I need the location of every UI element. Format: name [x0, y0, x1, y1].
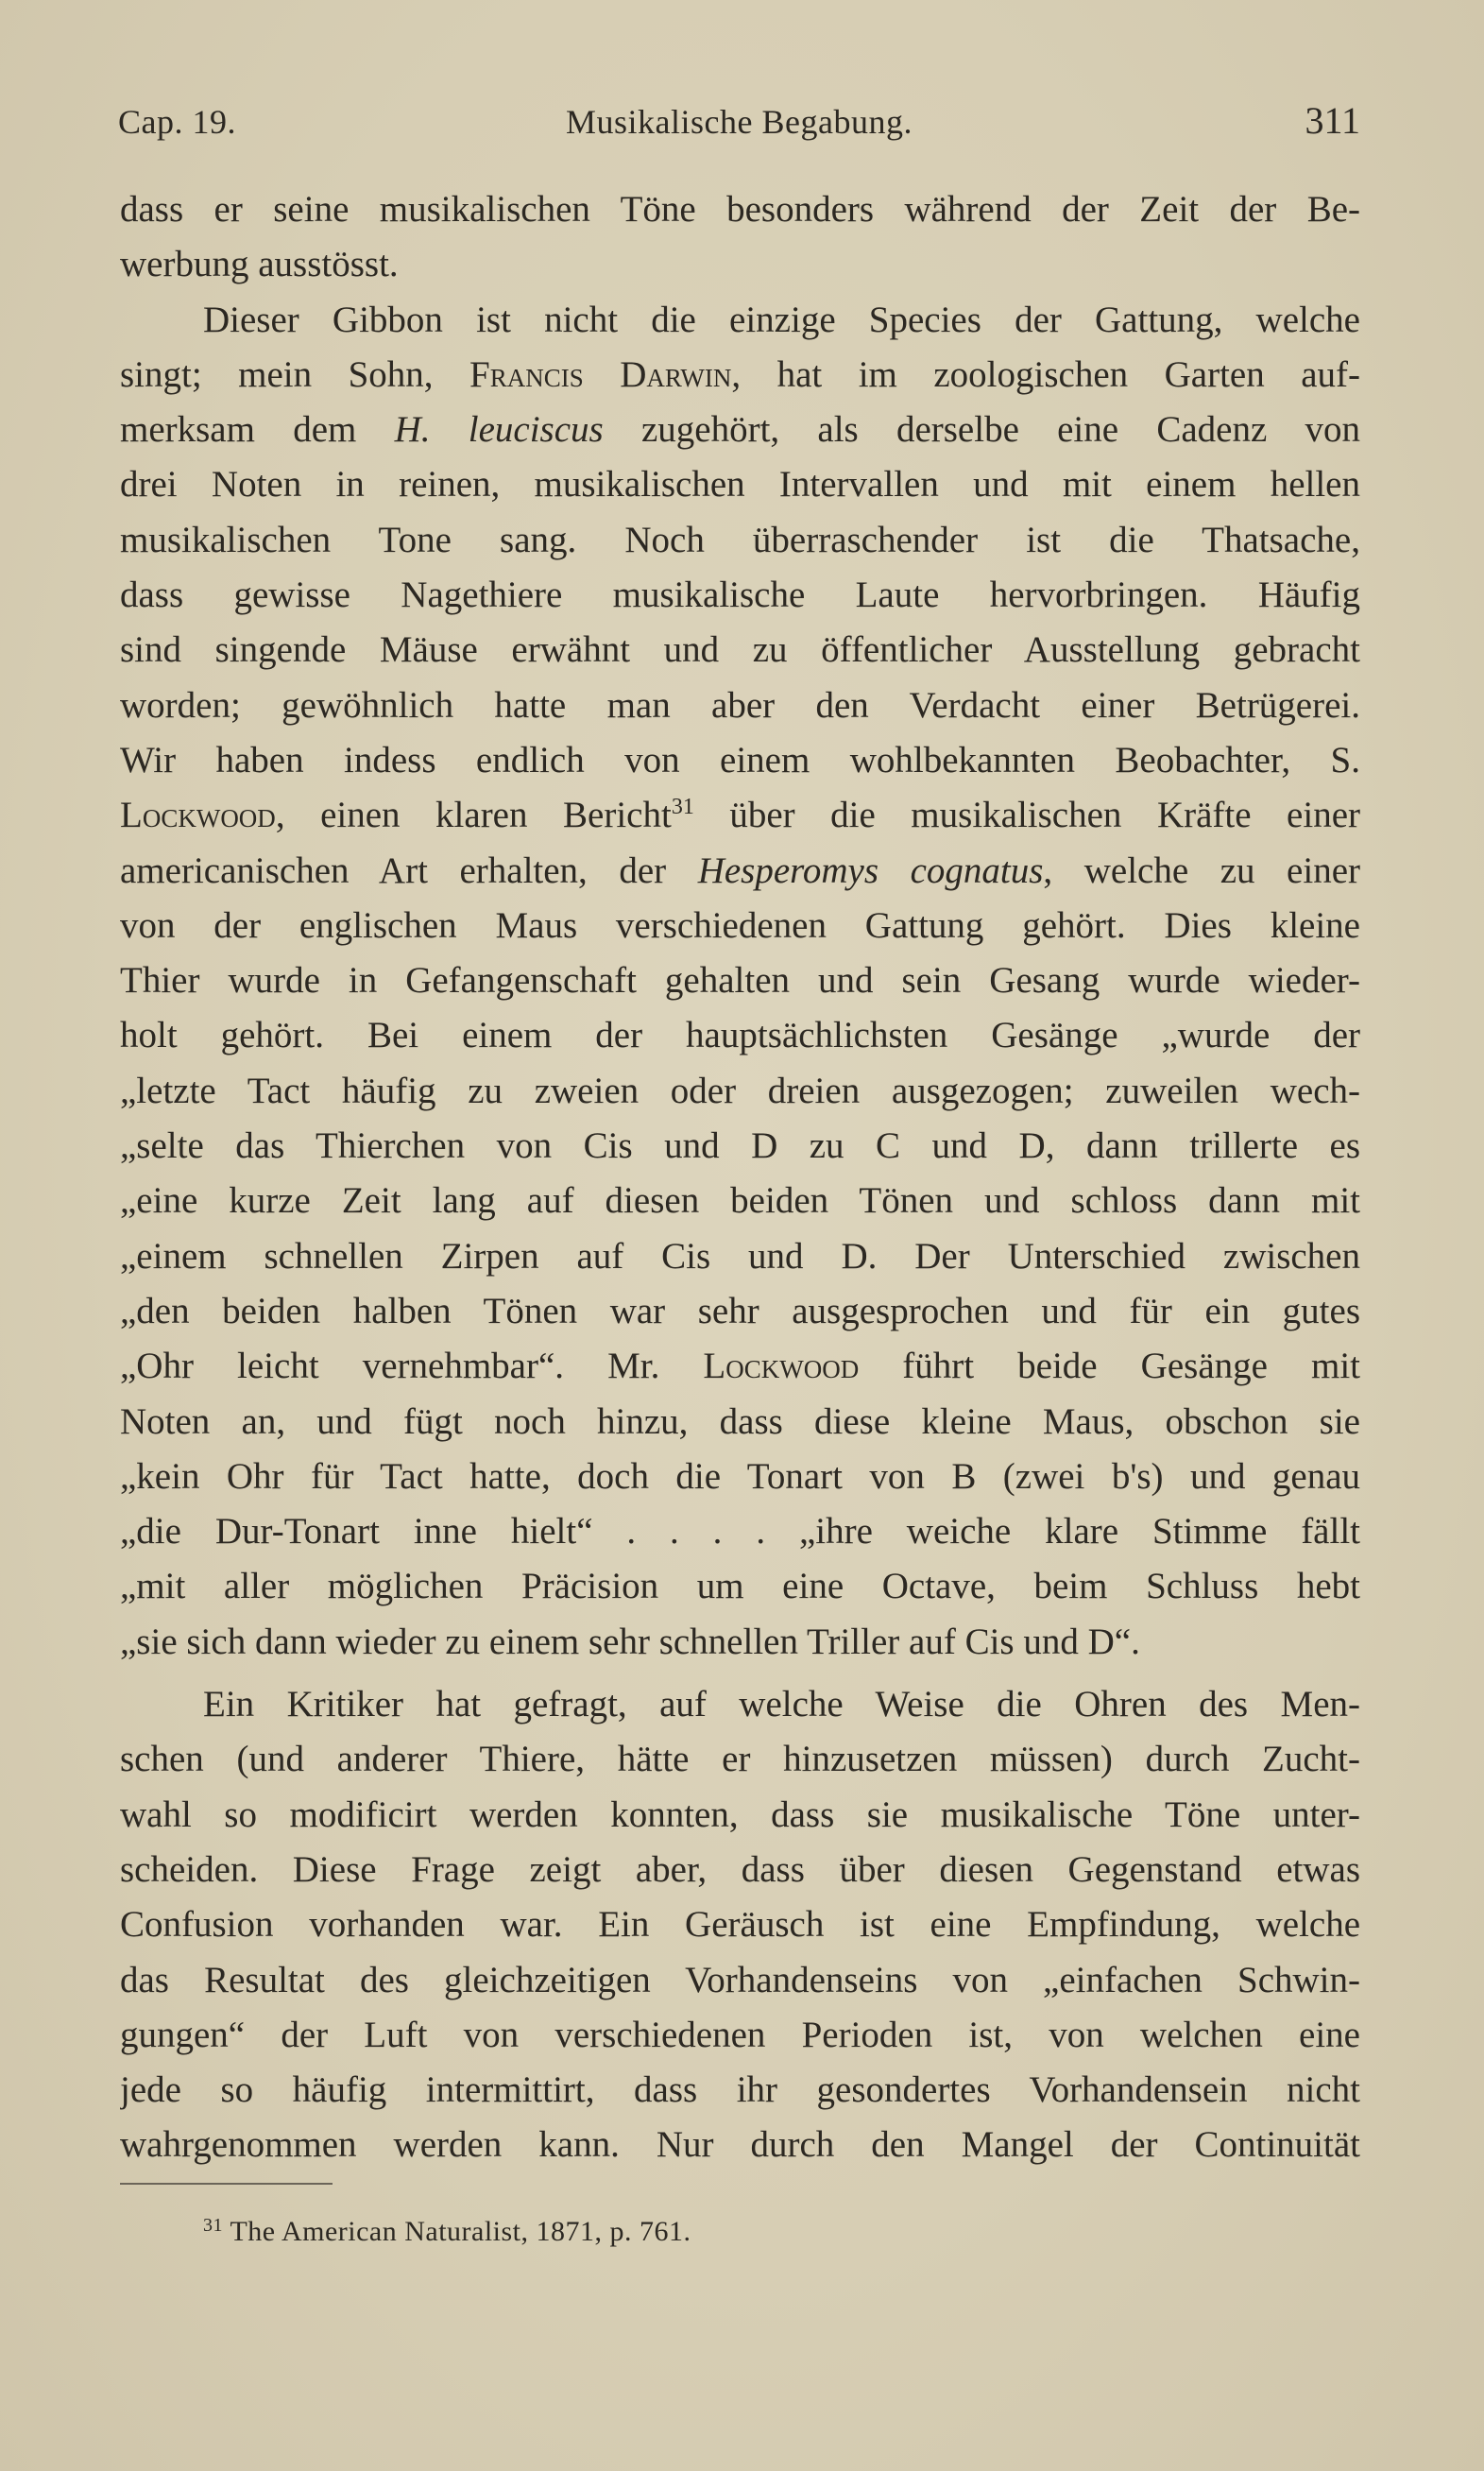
text-line: Thier wurde in Gefangenschaft gehalten und sein Gesang wurde wieder- [120, 960, 1360, 1002]
text-line: gungen“ der Luft von verschiedenen Perioden ist, von welchen eine [120, 2014, 1360, 2055]
text-line: Confusion vorhanden war. Ein Geräusch ist eine Empfindung, welche [120, 1904, 1360, 1946]
text-line [120, 844, 1360, 899]
footnote [203, 2216, 691, 2248]
person-name: Lockwood [120, 795, 276, 836]
text-line: musikalischen Tone sang. Noch überraschender ist die Thatsache, [120, 519, 1360, 560]
text-line [120, 1339, 1360, 1394]
text-line: Wir haben indess endlich von einem wohlbekannten Beobachter, S. [120, 739, 1360, 781]
text-run: merksam dem [120, 409, 395, 451]
text-run: führt beide Gesänge mit [859, 1346, 1360, 1387]
footnote-rule [120, 2183, 333, 2185]
text-line: scheiden. Diese Frage zeigt aber, dass über diesen Gegenstand etwas [120, 1848, 1360, 1890]
text-run: zugehört, als derselbe eine Cadenz von [603, 409, 1360, 451]
text-line: dass er seine musikalischen Töne besonders während der Zeit der Be- [120, 189, 1360, 230]
chapter-label: Cap. 19. [118, 103, 236, 141]
footnote-number: 31 [203, 2215, 223, 2236]
text-line: „eine kurze Zeit lang auf diesen beiden Tönen und schloss dann mit [120, 1180, 1360, 1222]
text-line [120, 348, 1360, 403]
text-line: dass gewisse Nagethiere musikalische Laute hervorbringen. Häufig [120, 575, 1360, 616]
person-name: Lockwood [703, 1346, 860, 1387]
text-line [120, 403, 1360, 457]
text-run: über die musikalischen Kräfte einer [693, 795, 1360, 836]
footnote-reference[interactable]: 31 [671, 795, 694, 820]
text-line: schen (und anderer Thiere, hätte er hinzusetzen müssen) durch Zucht- [120, 1739, 1360, 1780]
text-line: „selte das Thierchen von Cis und D zu C und D, dann trillerte es [120, 1125, 1360, 1167]
paragraph-gap [120, 1670, 1360, 1677]
text-line: „letzte Tact häufig zu zweien oder dreien ausgezogen; zuweilen wech- [120, 1070, 1360, 1111]
text-run: , welche zu einer [1043, 849, 1360, 891]
page-number: 311 [1305, 99, 1360, 142]
text-line: „mit aller möglichen Präcision um eine Octave, beim Schluss hebt [120, 1566, 1360, 1607]
text-line: von der englischen Maus verschiedenen Gattung gehört. Dies kleine [120, 904, 1360, 946]
text-line: wahrgenommen werden kann. Nur durch den Mangel der Continuität [120, 2124, 1360, 2166]
text-line: Ein Kritiker hat gefragt, auf welche Weise die Ohren des Men- [203, 1684, 1360, 1725]
species-name: H. leuciscus [394, 409, 604, 451]
text-line: werbung ausstösst. [120, 244, 399, 285]
text-line: worden; gewöhnlich hatte man aber den Verdacht einer Betrügerei. [120, 684, 1360, 726]
text-line: drei Noten in reinen, musikalischen Intervallen und mit einem hellen [120, 464, 1360, 506]
text-run: americanischen Art erhalten, der [120, 849, 698, 891]
text-line: „den beiden halben Tönen war sehr ausgesprochen und für ein gutes [120, 1290, 1360, 1331]
text-line: Noten an, und fügt noch hinzu, dass diese kleine Maus, obschon sie [120, 1400, 1360, 1442]
text-line: jede so häufig intermittirt, dass ihr gesondertes Vorhandensein nicht [120, 2069, 1360, 2111]
text-line [120, 788, 1360, 843]
body-text [120, 182, 1360, 2173]
person-name: Francis Darwin [469, 353, 732, 395]
text-run: , einen klaren Bericht [275, 795, 672, 836]
running-header [118, 99, 1360, 149]
text-line: wahl so modificirt werden konnten, dass sie musikalische Töne unter- [120, 1793, 1360, 1835]
text-line: „die Dur-Tonart inne hielt“ . . . . „ihre weiche klare Stimme fällt [120, 1511, 1360, 1553]
text-line: das Resultat des gleichzeitigen Vorhandenseins von „einfachen Schwin- [120, 1959, 1360, 2000]
text-line: holt gehört. Bei einem der hauptsächlichsten Gesänge „wurde der [120, 1015, 1360, 1056]
text-line: „kein Ohr für Tact hatte, doch die Tonart von B (zwei b's) und genau [120, 1455, 1360, 1497]
text-run: , hat im zoologischen Garten auf- [731, 353, 1360, 395]
text-line: „sie sich dann wieder zu einem sehr schnellen Triller auf Cis und D“. [120, 1621, 1140, 1662]
species-name: Hesperomys cognatus [697, 849, 1044, 891]
footnote-text: The American Naturalist, 1871, p. 761. [223, 2216, 691, 2247]
text-run: „Ohr leicht vernehmbar“. Mr. [120, 1346, 704, 1387]
text-run: singt; mein Sohn, [120, 353, 470, 395]
text-line: Dieser Gibbon ist nicht die einzige Species der Gattung, welche [203, 299, 1360, 340]
text-line: „einem schnellen Zirpen auf Cis und D. Der Unterschied zwischen [120, 1235, 1360, 1277]
running-title: Musikalische Begabung. [566, 103, 913, 141]
text-line: sind singende Mäuse erwähnt und zu öffentlicher Ausstellung gebracht [120, 629, 1360, 671]
